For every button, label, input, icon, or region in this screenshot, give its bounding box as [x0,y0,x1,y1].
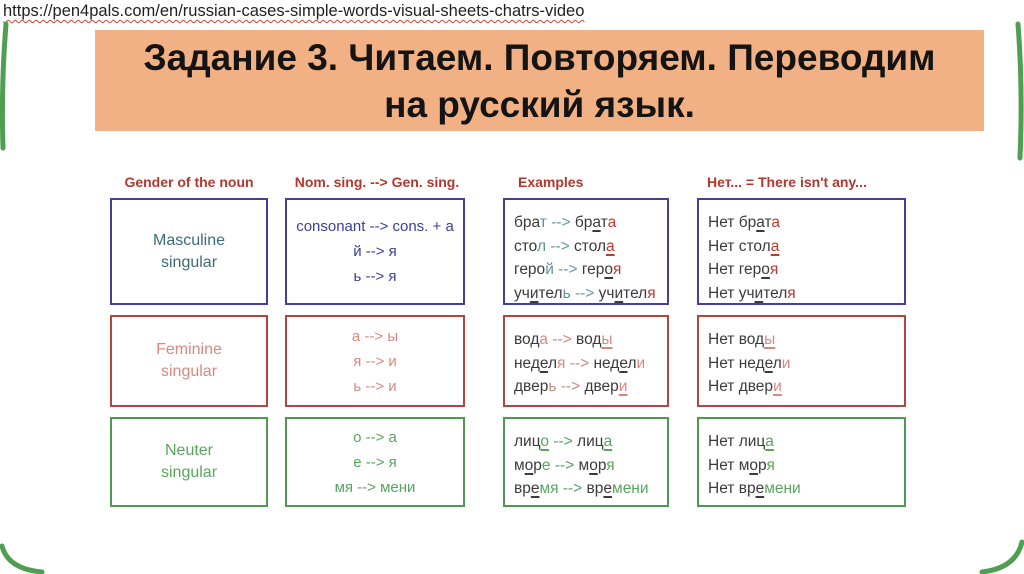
rules-box-masculine [285,198,465,305]
word-text: бр [574,214,593,231]
word-text: --> [549,433,578,450]
example-line [514,328,663,352]
word-text: --> [546,237,575,255]
ending-letter: я [766,456,775,474]
ending-letter: и [636,354,646,372]
word-text: о [761,261,770,278]
word-text: Нет бр [708,214,757,231]
ending-letter: и [781,354,791,372]
ending-letter: а [770,237,780,255]
word-text: л [548,354,558,372]
word-text: Нет нед [708,354,765,372]
word-text: е [619,354,628,372]
ending-letter: а [606,237,615,255]
example-line [514,477,663,501]
word-text: р [597,456,607,474]
word-text: --> [553,261,582,278]
word-text: стол [574,237,607,255]
ending-letter: а [771,214,781,231]
word-text: р [758,456,767,474]
ending-letter: ы [601,331,613,348]
word-text: вод [576,331,602,348]
word-text: нед [593,354,620,372]
example-line [514,352,663,376]
word-text: бра [514,214,540,231]
word-text: тел [623,284,648,302]
row-neuter [0,417,1024,507]
examples-box-masculine [503,198,669,305]
word-text: уч [514,284,530,302]
word-text: лиц [514,433,541,450]
word-text: Нет уч [708,284,755,302]
gender-label-line: Feminine [156,341,222,358]
rule-line: ь --> и [353,377,397,395]
word-text: Нет лиц [708,433,766,450]
ending-letter: ы [764,331,776,348]
word-text: Нет стол [708,237,771,255]
negation-line [708,352,900,376]
example-line [514,235,663,259]
word-text: е [539,354,548,372]
stem-letter: т [539,214,547,231]
word-text: --> [570,284,599,302]
rule-line: а --> ы [351,327,399,345]
stem-letter: мя [539,480,559,497]
ending-letter: я [647,284,656,302]
word-text: и [754,284,764,302]
rules-box-feminine [285,315,465,407]
rule-line: о --> а [353,428,397,446]
word-text: гер [581,261,605,278]
banner-line-1: Задание 3. Читаем. Повторяем. Переводим [143,37,936,78]
word-text: Нет гер [708,261,762,278]
word-text: вр [586,480,604,497]
word-text: вод [514,331,540,348]
word-text: Нет вод [708,331,765,348]
rule-line: мя --> мени [334,478,416,496]
word-text: тел [538,284,563,302]
word-text: нед [514,354,540,372]
negation-line [708,258,900,282]
example-line [514,211,663,235]
word-text: а [592,214,601,231]
word-text: о [604,261,614,278]
stem-letter: ь [562,284,571,302]
negation-line [708,477,900,501]
stem-letter: а [539,331,549,348]
examples-box-feminine [503,315,669,407]
word-text: --> [546,214,575,231]
word-text: е [755,480,765,497]
stem-letter: е [541,456,551,474]
word-text: м [514,456,525,474]
word-text: --> [550,456,579,474]
gender-label-line: singular [160,253,218,271]
word-text: м [578,456,590,474]
stem-letter: я [557,354,566,372]
word-text: т [600,214,608,231]
column-header-rule: Nom. sing. --> Gen. sing. [294,174,460,190]
word-text: о [524,456,534,474]
negation-line [708,375,900,399]
column-header-net: Нет... = There isn't any... [707,174,867,190]
word-text: --> [558,480,587,497]
rules-box-neuter [285,417,465,507]
word-text: двер [514,378,549,395]
negation-line [708,235,900,259]
rule-line: е --> я [353,453,397,471]
gender-box-feminine [110,315,268,407]
rule-line: consonant --> cons. + а [296,218,454,235]
ending-letter: и [618,378,628,395]
column-header-gender: Gender of the noun [124,174,254,190]
negation-line [708,454,900,478]
stem-letter: о [540,433,550,450]
word-text: Нет вр [708,480,756,497]
word-text: Нет двер [708,378,774,395]
ending-letter: я [606,456,615,474]
word-text: --> [565,354,594,372]
negation-line [708,328,900,352]
gender-label-line: Masculine [152,231,226,249]
word-text: уч [598,284,615,302]
word-text: геро [514,261,546,278]
gender-label-line: singular [160,464,218,481]
word-text: л [627,354,637,372]
word-text: т [764,214,772,231]
negation-line [708,211,900,235]
stem-letter: ь [548,378,557,395]
negation-line [708,282,900,306]
ending-letter: мени [764,480,801,497]
example-line [514,454,663,478]
ending-letter: а [603,433,613,450]
word-text: --> [548,331,577,348]
word-text: л [772,354,782,372]
stem-letter: л [536,237,547,255]
word-text: сто [514,237,537,255]
word-text: и [614,284,624,302]
word-text: --> [556,378,585,395]
word-text: Нет м [708,456,750,474]
word-text: о [589,456,598,474]
example-line [514,282,663,306]
row-feminine [0,315,1024,407]
title-banner [95,30,984,131]
word-text: и [529,284,539,302]
example-line [514,375,663,399]
word-text: р [533,456,542,474]
word-text: а [756,214,765,231]
ending-letter: я [769,261,779,278]
example-line [514,258,663,282]
ending-letter: я [787,284,796,302]
word-text: е [530,480,540,497]
stem-letter: й [545,261,554,278]
negations-box-feminine [697,315,906,407]
word-text: е [603,480,613,497]
column-header-examples: Examples [518,174,584,190]
banner-line-2: на русский язык. [384,84,695,125]
ending-letter: а [765,433,774,450]
negations-box-neuter [697,417,906,507]
example-line [514,430,663,454]
negation-line [708,430,900,454]
ending-letter: мени [612,480,649,497]
rule-line: ь --> я [353,268,397,285]
word-text: е [764,354,773,372]
gender-label-line: singular [160,363,218,380]
gender-box-neuter [110,417,268,507]
rule-line: й --> я [353,243,397,260]
word-text: двер [584,378,619,395]
ending-letter: и [773,378,782,395]
ending-letter: я [613,261,622,278]
word-text: тел [763,284,788,302]
negations-box-masculine [697,198,906,305]
rule-line: я --> и [353,352,397,370]
gender-label-line: Neuter [164,442,214,459]
word-text: о [749,456,758,474]
word-text: вр [514,480,531,497]
page-url[interactable]: https://pen4pals.com/en/russian-cases-simple-words-visual-sheets-chatrs-video [3,2,585,20]
examples-box-neuter [503,417,669,507]
ending-letter: а [607,214,617,231]
gender-box-masculine [110,198,268,305]
row-masculine [0,198,1024,305]
word-text: лиц [577,433,604,450]
